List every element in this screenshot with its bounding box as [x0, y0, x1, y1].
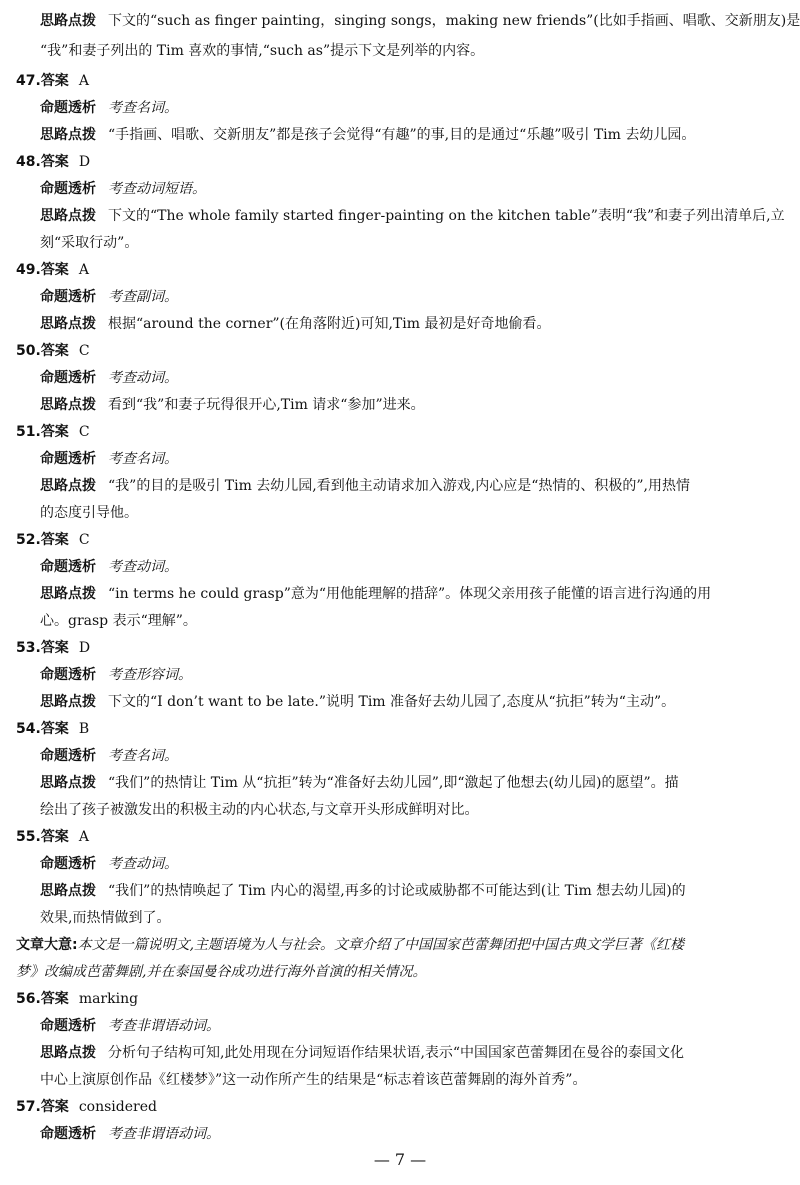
analysis-line [40, 365, 800, 392]
hint-label: 思路点拨 [40, 127, 96, 143]
hint-line [40, 905, 800, 932]
question-number: 56. [16, 991, 41, 1007]
question-number: 48. [16, 154, 41, 170]
hint-line [40, 311, 800, 338]
answer-label: 答案 [40, 154, 69, 170]
hint-label: 思路点拨 [40, 694, 96, 710]
question-number: 50. [16, 343, 41, 359]
answer-label: 答案 [40, 991, 69, 1007]
summary-text: 本文是一篇说明文,主题语境为人与社会。文章介绍了中国国家芭蕾舞团把中国古典文学巨著《红楼 [77, 937, 685, 953]
answer-line [16, 257, 800, 284]
analysis-text: 考查非谓语动词。 [108, 1018, 220, 1034]
hint-text: “手指画、唱歌、交新朋友”都是孩子会觉得“有趣”的事,目的是通过“乐趣”吸引 Tim 去幼儿园。 [108, 127, 696, 143]
answer-label: 答案 [40, 73, 69, 89]
analysis-line [40, 851, 800, 878]
hint-text: “我们”的热情唤起了 Tim 内心的渴望,再多的讨论或威胁都不可能达到(让 Tim 想去幼儿园)的 [108, 883, 686, 899]
hint-text: “我”和妻子列出的 Tim 喜欢的事情,“such as”提示下文是列举的内容。 [40, 43, 485, 59]
analysis-text: 考查动词。 [108, 370, 178, 386]
analysis-text: 考查非谓语动词。 [108, 1126, 220, 1142]
hint-line [40, 770, 800, 797]
answer-value: marking [78, 991, 139, 1007]
hint-text: 下文的“such as finger painting，singing songs，making new friends”(比如手指画、唱歌、交新朋友)是 [108, 13, 800, 29]
analysis-text: 考查名词。 [108, 748, 178, 764]
answer-value: C [78, 532, 90, 548]
answer-label: 答案 [40, 640, 69, 656]
hint-label: 思路点拨 [40, 775, 96, 791]
hint-line [40, 797, 800, 824]
analysis-text: 考查名词。 [108, 100, 178, 116]
hint-text: 看到“我”和妻子玩得很开心,Tim 请求“参加”进来。 [108, 397, 425, 413]
hint-text: 心。grasp 表示“理解”。 [40, 613, 197, 629]
hint-line [40, 608, 800, 635]
hint-text: “我们”的热情让 Tim 从“抗拒”转为“准备好去幼儿园”,即“激起了他想去(幼儿园)的愿望”。描 [108, 775, 679, 791]
answer-value: considered [78, 1099, 157, 1115]
analysis-line [40, 95, 800, 122]
analysis-label: 命题透析 [40, 667, 96, 683]
hint-text: 分析句子结构可知,此处用现在分词短语作结果状语,表示“中国国家芭蕾舞团在曼谷的泰国文化 [108, 1045, 685, 1061]
summary-text: 梦》改编成芭蕾舞剧,并在泰国曼谷成功进行海外首演的相关情况。 [16, 964, 427, 980]
analysis-text: 考查动词。 [108, 856, 178, 872]
hint-label: 思路点拨 [40, 13, 96, 29]
hint-line [40, 122, 800, 149]
question-number: 47. [16, 73, 41, 89]
answer-value: C [78, 424, 90, 440]
hint-line [40, 500, 800, 527]
analysis-text: 考查名词。 [108, 451, 178, 467]
hint-line [40, 203, 800, 230]
hint-text: 效果,而热情做到了。 [40, 910, 171, 926]
hint-line [40, 473, 800, 500]
analysis-label: 命题透析 [40, 100, 96, 116]
answer-line [16, 419, 800, 446]
analysis-label: 命题透析 [40, 289, 96, 305]
hint-line [40, 1067, 800, 1094]
hint-line [40, 8, 800, 35]
hint-line [40, 1040, 800, 1067]
hint-line [40, 689, 800, 716]
hint-text: 下文的“The whole family started finger-painting on the kitchen table”表明“我”和妻子列出清单后,立 [108, 208, 785, 224]
question-number: 53. [16, 640, 41, 656]
analysis-text: 考查动词短语。 [108, 181, 206, 197]
answer-label: 答案 [40, 721, 69, 737]
analysis-line [40, 284, 800, 311]
analysis-text: 考查形容词。 [108, 667, 192, 683]
analysis-line [40, 554, 800, 581]
analysis-label: 命题透析 [40, 559, 96, 575]
hint-label: 思路点拨 [40, 316, 96, 332]
analysis-line [40, 743, 800, 770]
hint-text: 中心上演原创作品《红楼梦》”这一动作所产生的结果是“标志着该芭蕾舞剧的海外首秀”。 [40, 1072, 587, 1088]
page-number: — 7 — [373, 1150, 427, 1169]
answer-line [16, 527, 800, 554]
answer-label: 答案 [40, 1099, 69, 1115]
analysis-line [40, 446, 800, 473]
question-number: 49. [16, 262, 41, 278]
answer-line [16, 716, 800, 743]
hint-text: 根据“around the corner”(在角落附近)可知,Tim 最初是好奇地偷看。 [108, 316, 551, 332]
hint-line [40, 38, 800, 65]
analysis-label: 命题透析 [40, 451, 96, 467]
analysis-text: 考查动词。 [108, 559, 178, 575]
hint-label: 思路点拨 [40, 586, 96, 602]
analysis-text: 考查副词。 [108, 289, 178, 305]
answer-line [16, 824, 800, 851]
hint-label: 思路点拨 [40, 397, 96, 413]
answer-value: C [78, 343, 90, 359]
summary-line [16, 932, 800, 959]
hint-line [40, 392, 800, 419]
answer-value: A [78, 262, 89, 278]
hint-text: 的态度引导他。 [40, 505, 138, 521]
question-number: 52. [16, 532, 41, 548]
hint-label: 思路点拨 [40, 478, 96, 494]
question-number: 51. [16, 424, 41, 440]
hint-line [40, 878, 800, 905]
question-number: 55. [16, 829, 41, 845]
hint-label: 思路点拨 [40, 883, 96, 899]
question-number: 57. [16, 1099, 41, 1115]
analysis-label: 命题透析 [40, 856, 96, 872]
hint-line [40, 230, 800, 257]
answer-value: A [78, 829, 89, 845]
summary-line [16, 959, 800, 986]
answer-line [16, 68, 800, 95]
hint-label: 思路点拨 [40, 1045, 96, 1061]
hint-text: 下文的“I don’t want to be late.”说明 Tim 准备好去幼儿园了,态度从“抗拒”转为“主动”。 [108, 694, 676, 710]
hint-text: “in terms he could grasp”意为“用他能理解的措辞”。体现父亲用孩子能懂的语言进行沟通的用 [108, 586, 712, 602]
analysis-label: 命题透析 [40, 748, 96, 764]
hint-label: 思路点拨 [40, 208, 96, 224]
answer-label: 答案 [40, 262, 69, 278]
hint-text: 绘出了孩子被激发出的积极主动的内心状态,与文章开头形成鲜明对比。 [40, 802, 479, 818]
analysis-label: 命题透析 [40, 1018, 96, 1034]
answer-value: A [78, 73, 89, 89]
answer-line [16, 149, 800, 176]
answer-label: 答案 [40, 829, 69, 845]
answer-line [16, 338, 800, 365]
answer-value: D [78, 640, 91, 656]
hint-line [40, 581, 800, 608]
answer-label: 答案 [40, 424, 69, 440]
analysis-line [40, 1013, 800, 1040]
summary-label: 文章大意: [16, 937, 78, 953]
answer-label: 答案 [40, 532, 69, 548]
analysis-line [40, 176, 800, 203]
hint-text: “我”的目的是吸引 Tim 去幼儿园,看到他主动请求加入游戏,内心应是“热情的、积极的”,用热情 [108, 478, 690, 494]
question-number: 54. [16, 721, 41, 737]
analysis-label: 命题透析 [40, 1126, 96, 1142]
answer-value: D [78, 154, 91, 170]
analysis-label: 命题透析 [40, 181, 96, 197]
answer-line [16, 1094, 800, 1121]
analysis-label: 命题透析 [40, 370, 96, 386]
analysis-line [40, 1121, 800, 1148]
answer-line [16, 986, 800, 1013]
answer-value: B [78, 721, 90, 737]
answer-label: 答案 [40, 343, 69, 359]
hint-text: 刻“采取行动”。 [40, 235, 139, 251]
answer-line [16, 635, 800, 662]
analysis-line [40, 662, 800, 689]
